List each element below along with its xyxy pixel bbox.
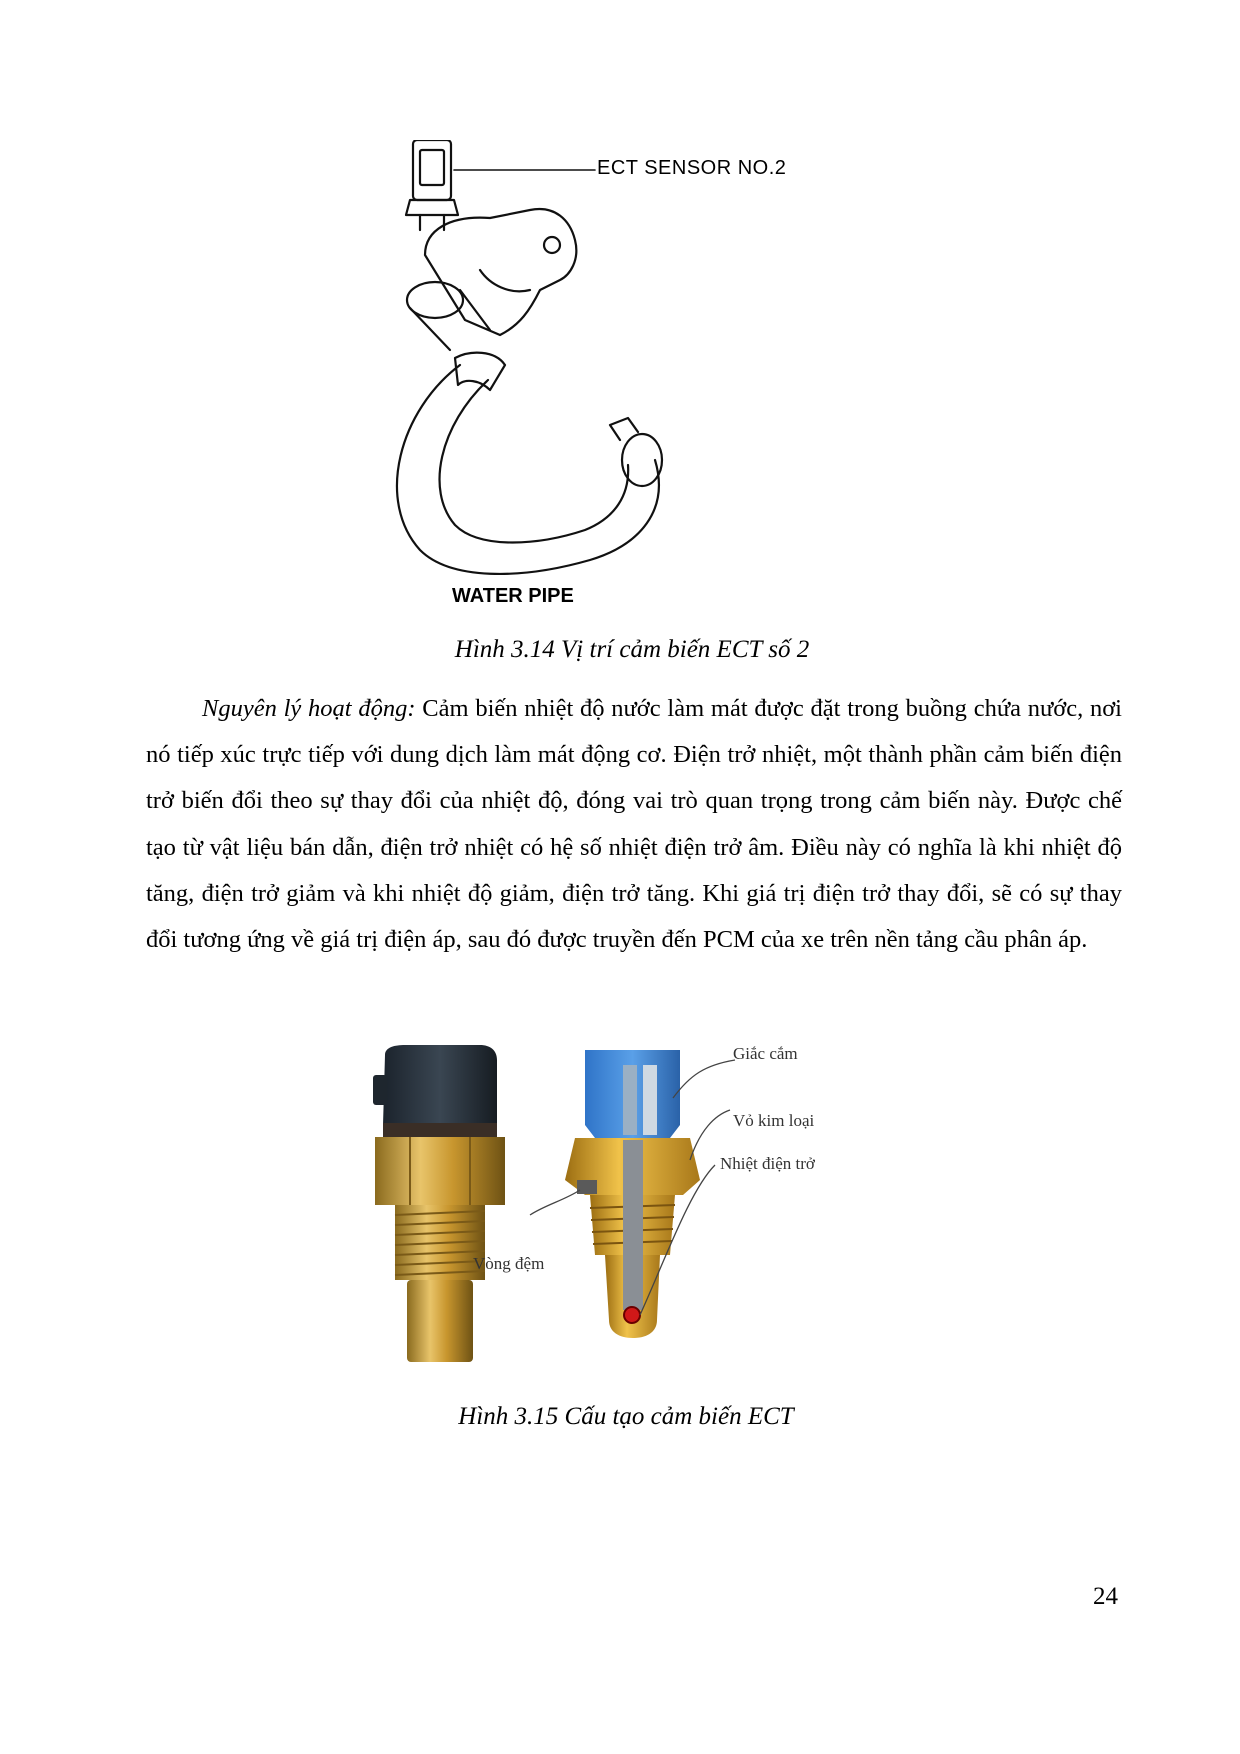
label-connector: Giắc cắm	[733, 1044, 798, 1063]
ect-sensor-label: ECT SENSOR NO.2	[597, 157, 787, 179]
sensor-cap	[383, 1045, 497, 1125]
leader-gasket	[530, 1190, 580, 1215]
label-gasket: Vòng đệm	[473, 1254, 545, 1273]
leader-connector	[673, 1060, 735, 1098]
label-metal-shell: Vỏ kim loại	[733, 1111, 815, 1130]
upper-clamp	[455, 353, 505, 390]
water-pipe-label: WATER PIPE	[452, 585, 574, 607]
housing-detail	[480, 270, 530, 291]
cutaway-pin-right	[643, 1065, 657, 1135]
hose-outline-inner	[440, 380, 629, 543]
paragraph-text: Cảm biến nhiệt độ nước làm mát được đặt trong buồng chứa nước, nơi nó tiếp xúc trực tiếp với dung dịch làm mát động cơ. Điện trở nhiệt, một thành phần cảm biến điện trở biến đổi theo sự thay đổi của nhiệt độ, đóng vai trò quan trọng trong cảm biến này. Được chế tạo từ vật liệu bán dẫn, điện trở nhiệt có hệ số nhiệt điện trở âm. Điều này có nghĩa là khi nhiệt độ tăng, điện trở giảm và khi nhiệt độ giảm, điện trở tăng. Khi giá trị điện trở thay đổi, sẽ có sự thay đổi tương ứng về giá trị điện áp, sau đó được truyền đến PCM của xe trên nền tảng cầu phân áp.	[146, 695, 1122, 954]
sensor-probe	[407, 1280, 473, 1362]
label-thermistor: Nhiệt điện trở	[720, 1154, 815, 1173]
housing-bolt-hole	[544, 237, 560, 253]
body-paragraph	[146, 686, 1122, 963]
sensor-seal-ring	[383, 1123, 497, 1137]
sensor-hex-body	[375, 1137, 505, 1205]
figure-caption-3-14: Hình 3.14 Vị trí cảm biến ECT số 2	[454, 636, 810, 663]
photo-ect-sensor	[365, 1045, 515, 1365]
leader-shell	[690, 1110, 730, 1160]
pipe-stub	[410, 290, 490, 350]
figure-caption-3-15: Hình 3.15 Cấu tạo cảm biến ECT	[458, 1403, 794, 1430]
sensor-hex	[406, 200, 458, 215]
cutaway-thermistor	[624, 1307, 640, 1323]
sensor-cap-tab	[373, 1075, 387, 1105]
page-number: 24	[1093, 1583, 1118, 1610]
cutaway-inner-tube	[623, 1140, 643, 1310]
cutaway-pin-left	[623, 1065, 637, 1135]
cutaway-gasket	[577, 1180, 597, 1194]
cutaway-ect-sensor	[505, 1030, 885, 1370]
figure-ect-sensor-location	[380, 140, 880, 610]
sensor-connector-inner	[420, 150, 444, 185]
paragraph-lead: Nguyên lý hoạt động:	[202, 695, 416, 722]
